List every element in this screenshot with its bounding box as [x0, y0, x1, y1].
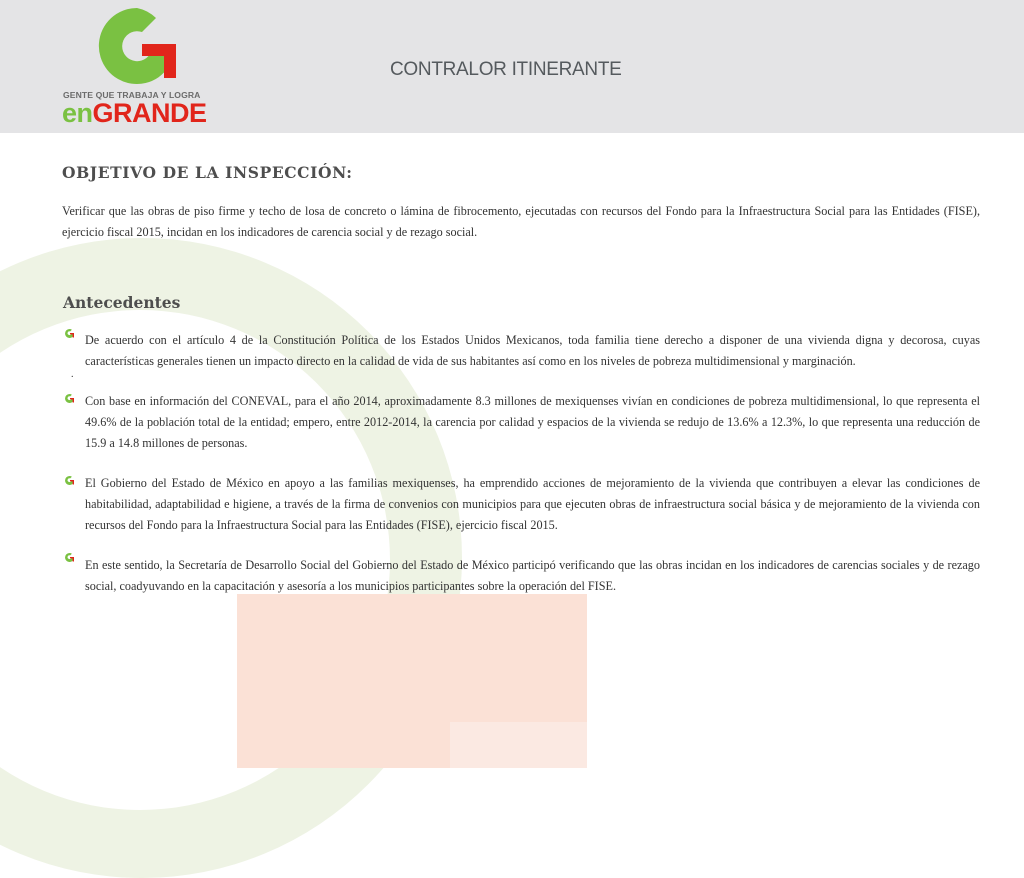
logo-wordmark	[62, 98, 207, 128]
header-bar	[0, 0, 1024, 133]
logo-tagline: GENTE QUE TRABAJA Y LOGRA	[63, 90, 201, 100]
logo-word-grande: GRANDE	[92, 98, 207, 128]
antecedentes-item: De acuerdo con el artículo 4 de la Constitución Política de los Estados Unidos Mexicanos, toda familia tiene derecho a disponer de una vivienda digna y decorosa, cuyas características generales tienen un impacto directo en la calidad de vida de sus habitantes así como en los niveles de pobreza multidimensional y marginación.	[85, 333, 980, 368]
g-logo-icon	[64, 475, 75, 486]
g-logo-mark-icon	[90, 4, 184, 88]
objective-text: Verificar que las obras de piso firme y techo de losa de concreto o lámina de fibrocemento, ejecutadas con recursos del Fondo para la Infraestructura Social para las Entidades (FISE), ejercicio fiscal 2015, incidan en los indicadores de carencia social y de rezago social.	[62, 204, 980, 239]
logo	[60, 4, 216, 126]
g-logo-icon	[64, 393, 75, 404]
page-title: CONTRALOR ITINERANTE	[390, 59, 622, 80]
antecedentes-item: En este sentido, la Secretaría de Desarrollo Social del Gobierno del Estado de México participó verificando que las obras incidan en los indicadores de carencias sociales y de rezago social, coadyuvando en la capacitación y asesoría a los municipios participantes sobre la operación del FISE.	[85, 558, 980, 593]
background-block-lower	[237, 722, 450, 768]
antecedentes-item: Con base en información del CONEVAL, para el año 2014, aproximadamente 8.3 millones de mexiquenses vivían en condiciones de pobreza multidimensional, lo que representa el 49.6% de la población total de la entidad; empero, entre 2012-2014, la carencia por calidad y espacios de la vivienda se redujo de 13.6% a 12.3%, lo que representa una reducción de 15.9 a 14.8 millones de personas.	[85, 394, 980, 450]
separator-dot: .	[71, 369, 74, 380]
antecedentes-item: El Gobierno del Estado de México en apoyo a las familias mexiquenses, ha emprendido acciones de mejoramiento de la vivienda que contribuyen a elevar las condiciones de habitabilidad, adaptabilidad e higiene, a través de la firma de convenios con municipios para que ejecuten obras de infraestructura social básica y de mejoramiento de la vivienda con recursos del Fondo para la Infraestructura Social para las Entidades (FISE), ejercicio fiscal 2015.	[85, 476, 980, 532]
objective-heading: OBJETIVO DE LA INSPECCIÓN:	[62, 163, 353, 182]
antecedentes-heading: Antecedentes	[63, 293, 181, 312]
g-logo-icon	[64, 328, 75, 339]
background-block	[237, 594, 587, 722]
background-block-lower-light	[450, 722, 587, 768]
g-logo-icon	[64, 552, 75, 563]
logo-word-en: en	[62, 98, 93, 128]
